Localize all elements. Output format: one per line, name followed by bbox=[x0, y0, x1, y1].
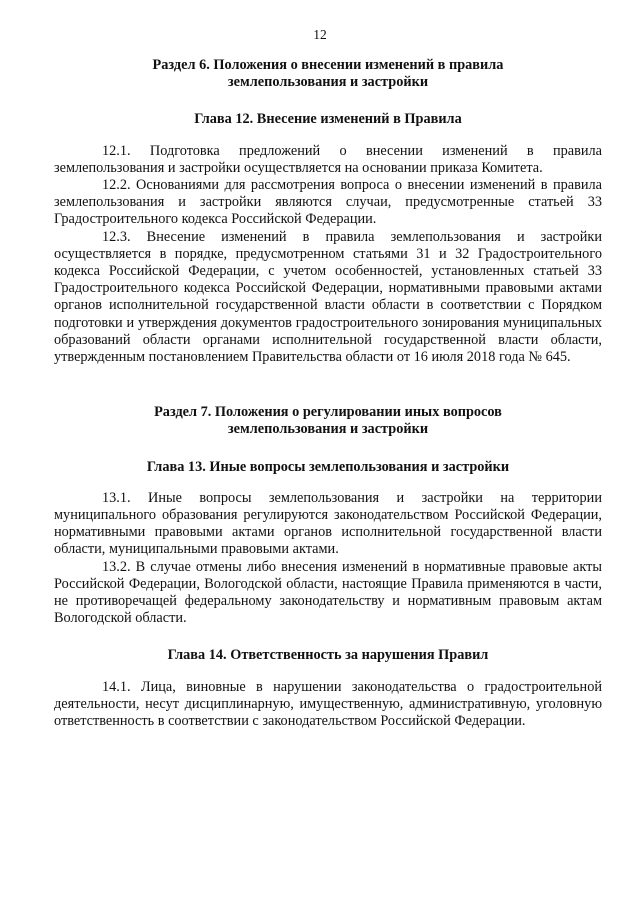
paragraph-12-3: 12.3. Внесение изменений в правила землепользования и застройки осуществляется в порядке, предусмотренном статьями 31 и 32 Градостроительного кодекса Российской Федерации, с учетом особенностей, установленных статьей 33 Градостроительного кодекса Российской Федерации, нормативными правовыми актами органов исполнительной государственной власти области в соответствии с Порядком подготовки и утверждения документов градостроительного зонирования муниципальных образований области органами исполнительной государственной власти области, утвержденным постановлением Правительства области от 16 июля 2018 года № 645. bbox=[54, 228, 602, 366]
paragraph-12-1: 12.1. Подготовка предложений о внесении изменений в правила землепользования и застройки осуществляется на основании приказа Комитета. bbox=[54, 142, 602, 176]
section-6-title-line-1: Раздел 6. Положения о внесении изменений в правила bbox=[152, 57, 504, 73]
paragraph-13-2: 13.2. В случае отмены либо внесения изменений в нормативные правовые акты Российской Федерации, Вологодской области, настоящие Правила применяются в части, не противоречащей федеральному законодательству и нормативным правовым актам Вологодской области. bbox=[54, 558, 602, 627]
chapter-12-title: Глава 12. Внесение изменений в Правила bbox=[194, 111, 462, 128]
section-7-title bbox=[54, 404, 602, 438]
paragraph-13-1: 13.1. Иные вопросы землепользования и застройки на территории муниципального образования регулируются законодательством Российской Федерации, нормативными правовыми актами органов исполнительной государственной власти области, муниципальными правовыми актами. bbox=[54, 489, 602, 558]
section-7-title-line-1: Раздел 7. Положения о регулировании иных вопросов bbox=[154, 404, 502, 421]
section-6-title bbox=[54, 57, 602, 91]
chapter-13-title: Глава 13. Иные вопросы землепользования и застройки bbox=[146, 458, 510, 475]
paragraph-12-2: 12.2. Основаниями для рассмотрения вопроса о внесении изменений в правила землепользования и застройки являются случаи, предусмотренные статьей 33 Градостроительного кодекса Российской Федерации. bbox=[54, 177, 602, 228]
document-body bbox=[54, 57, 602, 730]
chapter-14-title: Глава 14. Ответственность за нарушения Правил bbox=[167, 647, 489, 664]
page-number: 12 bbox=[313, 27, 327, 42]
section-6-title-line-2: землепользования и застройки bbox=[227, 74, 429, 91]
section-7-title-line-2: землепользования и застройки bbox=[227, 421, 429, 438]
paragraph-14-1: 14.1. Лица, виновные в нарушении законодательства о градостроительной деятельности, несут дисциплинарную, имущественную, административную, уголовную ответственность в соответствии с законодательством Российской Федерации. bbox=[54, 678, 602, 730]
